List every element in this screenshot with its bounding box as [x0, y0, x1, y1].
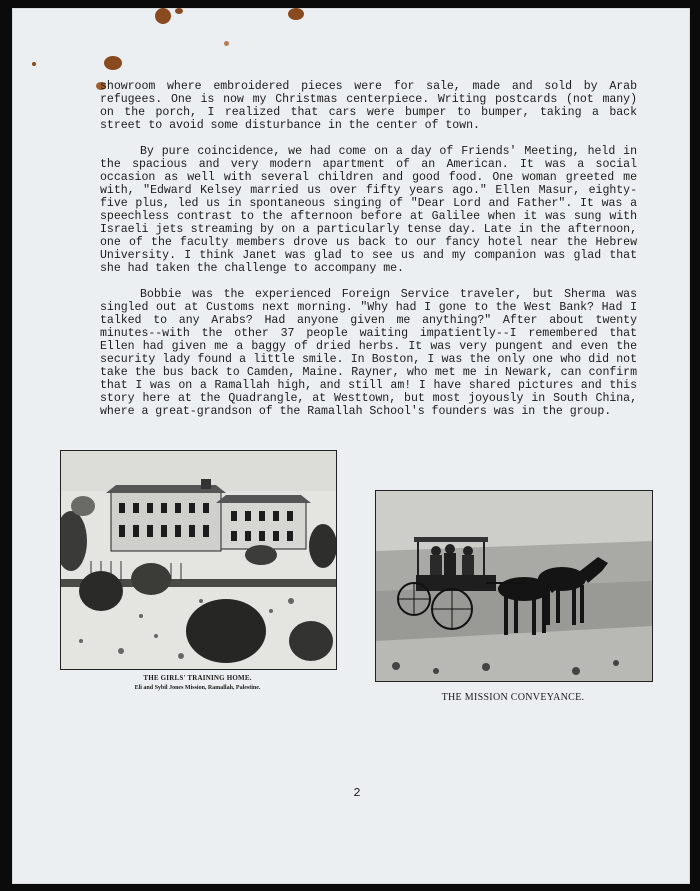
- body-text: [100, 80, 637, 431]
- figure-2-caption: THE MISSION CONVEYANCE.: [441, 692, 585, 703]
- rust-stain: [288, 8, 304, 20]
- rust-stain: [175, 8, 183, 14]
- figure-1-caption: THE GIRLS' TRAINING HOME.: [143, 674, 252, 682]
- rust-stain: [155, 8, 171, 24]
- paragraph-1: showroom where embroidered pieces were for sale, made and sold by Arab refugees. One is now my Christmas centerpiece. Writing postcards (not many) on the porch, I realized that cars were bumper to bumper, taking a back street to avoid some disturbance in the center of town.: [100, 80, 637, 132]
- rust-stain: [32, 62, 36, 66]
- document-page: [12, 8, 690, 884]
- paragraph-3: Bobbie was the experienced Foreign Service traveler, but Sherma was singled out at Customs next morning. "Why had I gone to the West Bank? Had I talked to any Arabs? Had anyone given me anything?" After about twenty minutes--with the other 37 people waiting impatiently--I remembered that Ellen had given me a baggy of dried herbs. It was very pungent and even the security lady found a little smile. In Boston, I was the only one who did not take the bus back to Camden, Maine. Rayner, who met me in Newark, can confirm that I was on a Ramallah high, and still am! I have shared pictures and this story here at the Quadrangle, at Westtown, but most joyously in South China, where a great-grandson of the Ramallah School's founders was in the group.: [100, 288, 637, 418]
- mission-conveyance-photo: [375, 490, 653, 682]
- paragraph-2: By pure coincidence, we had come on a day of Friends' Meeting, held in the spacious and very modern apartment of an American. It was a social occasion as well with several children and good food. One woman greeted me with, "Edward Kelsey married us over fifty years ago." Ellen Masur, eighty-five plus, led us in spontaneous singing of "Dear Lord and Father". It was a speechless contrast to the afternoon before at Galilee when it was sung with Israeli jets streaming by on a particularly tense day. Late in the afternoon, one of the faculty members drove us back to our fancy hotel near the Hebrew University. I think Janet was glad to see us and my companion was glad that she had taken the challenge to accompany me.: [100, 145, 637, 275]
- page-number: 2: [353, 786, 361, 800]
- figure-1-subcaption: Eli and Sybil Jones Mission, Ramallah, Palestine.: [134, 685, 261, 691]
- rust-stain: [104, 56, 122, 70]
- girls-training-home-photo: [60, 450, 337, 670]
- rust-stain: [224, 41, 229, 46]
